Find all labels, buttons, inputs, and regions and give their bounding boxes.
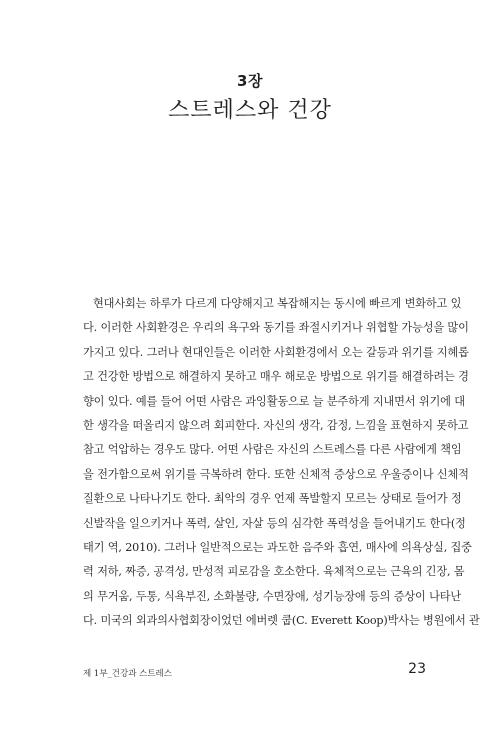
body-line: 고 건강한 방법으로 해결하지 못하고 매우 해로운 방법으로 위기를 해결하려는 경 bbox=[83, 370, 469, 384]
body-line: 다. 미국의 외과의사협회장이었던 에버렛 쿱(C. Everett Koop)박사는 병원에서 관 bbox=[83, 614, 480, 628]
body-line: 태기 역, 2010). 그러나 일반적으로는 과도한 음주와 흡연, 매사에 의욕상실, 집중 bbox=[83, 540, 472, 554]
body-line: 을 전가함으로써 위기를 극복하려 한다. 또한 신체적 증상으로 우울증이나 신체적 bbox=[83, 467, 469, 481]
body-line: 다. 이러한 사회환경은 우리의 욕구와 동기를 좌절시키거나 위협할 가능성을 많이 bbox=[83, 321, 469, 335]
body-line: 신발작을 일으키거나 폭력, 살인, 자살 등의 심각한 폭력성을 들어내기도 한다(정 bbox=[83, 516, 466, 530]
body-text bbox=[83, 292, 480, 633]
body-line: 질환으로 나타나기도 한다. 최악의 경우 언제 폭발할지 모르는 상태로 들어가 정 bbox=[83, 492, 462, 506]
body-line: 현대사회는 하루가 다르게 다양해지고 복잡해지는 동시에 빠르게 변화하고 있 bbox=[93, 297, 462, 310]
chapter-number: 3장 bbox=[237, 72, 263, 90]
running-head: 제 1부_건강과 스트레스 bbox=[83, 669, 172, 679]
chapter-title: 스트레스와 건강 bbox=[168, 98, 332, 123]
body-line: 력 저하, 짜증, 공격성, 만성적 피로감을 호소한다. 육체적으로는 근육의 긴장, 몸 bbox=[83, 565, 465, 579]
body-line: 의 무거움, 두통, 식욕부진, 소화불량, 수면장애, 성기능장애 등의 증상이 나타난 bbox=[83, 589, 462, 603]
body-line: 한 생각을 떠올리지 않으려 회피한다. 자신의 생각, 감정, 느낌을 표현하지 못하고 bbox=[83, 418, 469, 432]
body-line: 참고 억압하는 경우도 많다. 어떤 사람은 자신의 스트레스를 다른 사람에게 책임 bbox=[83, 443, 462, 457]
body-line: 향이 있다. 예를 들어 어떤 사람은 과잉활동으로 늘 분주하게 지내면서 위기에 대 bbox=[83, 394, 465, 408]
body-line: 가지고 있다. 그러나 현대인들은 이러한 사회환경에서 오는 갈등과 위기를 지혜롭 bbox=[83, 345, 469, 359]
page-number: 23 bbox=[408, 661, 426, 677]
